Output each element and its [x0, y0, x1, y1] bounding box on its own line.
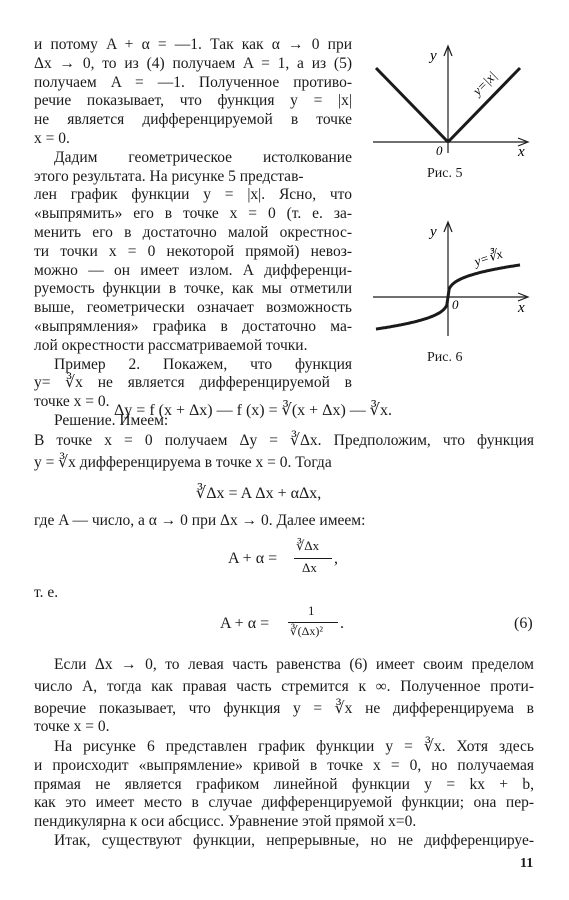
text-line: речие показывает, что функция y = |x|	[34, 92, 352, 110]
equation-delta-y: Δy = f (x + Δx) — f (x) = ∛(x + Δx) — ∛x.	[114, 402, 392, 419]
text-line: выше, геометрически означает возможность	[34, 299, 352, 317]
origin-label: 0	[452, 297, 459, 312]
text-line: и потому A + α = —1. Так как α → 0 при	[34, 36, 352, 53]
fraction-bar	[294, 558, 332, 559]
x-axis-label: x	[518, 300, 525, 316]
text-line: получаем A = —1. Полученное противо-	[34, 73, 352, 91]
x-axis-label: x	[518, 144, 525, 158]
text-line: число A, тогда как правая часть стремится к ∞. Полученное проти-	[34, 677, 534, 695]
text-line: и происходит «выпрямление» кривой в точке x = 0, но получаемая	[34, 756, 534, 774]
curve-label: y=∛x	[472, 245, 505, 269]
text-line: «выпрямления» графика в достаточно ма-	[34, 317, 352, 335]
text-line: можно — он имеет излом. А дифференци-	[34, 261, 352, 279]
text-line: В точке x = 0 получаем Δy = ∛Δx. Предположим, что функция	[34, 432, 534, 449]
text-line: x = 0.	[34, 129, 70, 147]
text-line: менить его в достаточно малой окрестнос-	[34, 223, 352, 241]
text-line: Дадим геометрическое истолкование	[54, 148, 352, 166]
origin-label: 0	[436, 143, 443, 158]
paragraph-e	[34, 738, 534, 851]
fraction-numerator: ∛Δx	[296, 538, 320, 553]
curve-label: y=|x|	[469, 68, 500, 99]
text-line: лен график функции y = |x|. Ясно, что	[34, 186, 352, 204]
equation-tail: .	[340, 615, 344, 632]
text-line: Если Δx → 0, то левая часть равенства (6) имеет своим пределом	[54, 656, 534, 673]
equation-lhs: A + α =	[220, 615, 270, 632]
figure-6-graph	[368, 214, 538, 339]
figure-5-graph	[368, 38, 538, 158]
fraction-denominator: Δx	[302, 560, 317, 575]
te-text: т. е.	[34, 584, 59, 601]
equation-number: (6)	[514, 615, 533, 632]
text-line: y= ∛x не является дифференцируемой в	[34, 374, 352, 392]
text-line: не является дифференцируемой в точке	[34, 111, 352, 129]
page-number: 11	[520, 856, 534, 871]
text-line: Решение. Имеем:	[54, 411, 169, 429]
text-line: Пример 2. Покажем, что функция	[54, 355, 352, 373]
text-line: этого результата. На рисунке 5 представ-	[34, 167, 304, 185]
text-line: пендикулярна к оси абсцисс. Уравнение этой прямой x=0.	[34, 813, 417, 831]
paragraph-b	[34, 432, 534, 473]
text-line: На рисунке 6 представлен график функции y = ∛x. Хотя здесь	[54, 738, 534, 755]
text-line: воречие показывает, что функция y = ∛x не дифференцируема в	[34, 699, 534, 717]
equation-cbrt-dx: ∛Δx = A Δx + αΔx,	[196, 485, 322, 502]
fraction-bar	[288, 622, 338, 623]
figure-6-caption: Рис. 6	[427, 350, 463, 365]
text-line: Итак, существуют функции, непрерывные, но не дифференцируе-	[54, 831, 534, 849]
text-line: ти точки x = 0 некоторой прямой) невоз-	[34, 242, 352, 260]
fraction-numerator: 1	[308, 603, 315, 618]
left-column-text	[34, 36, 352, 431]
text-line: точке x = 0.	[34, 718, 110, 736]
abs-curve-left	[376, 68, 448, 142]
y-axis-label: y	[430, 48, 437, 64]
fraction-denominator: ∛(Δx)²	[290, 624, 323, 638]
paragraph-c: где A — число, а α → 0 при Δx → 0. Далее имеем:	[34, 512, 366, 529]
text-line: точке x = 0.	[34, 393, 110, 411]
text-line: как это имеет место в случае дифференцируемой функции; она пер-	[34, 794, 534, 812]
text-line: прямая не является графиком линейной функции y = kx + b,	[34, 775, 534, 793]
text-line: лой окрестности рассматриваемой точки.	[34, 336, 308, 354]
y-axis-label: y	[430, 224, 437, 240]
paragraph-d	[34, 656, 534, 737]
figure-5-caption: Рис. 5	[427, 166, 463, 181]
text-line: руемость функции в точке, как мы отметили	[34, 280, 352, 298]
equation-tail: ,	[334, 550, 338, 567]
equation-lhs: A + α =	[228, 550, 278, 567]
text-line: y = ∛x дифференцируема в точке x = 0. Тогда	[34, 453, 332, 471]
text-line: Δx → 0, то из (4) получаем A = 1, а из (5)	[34, 54, 352, 72]
text-line: «выпрямить» его в точке x = 0 (т. е. за-	[34, 205, 352, 223]
